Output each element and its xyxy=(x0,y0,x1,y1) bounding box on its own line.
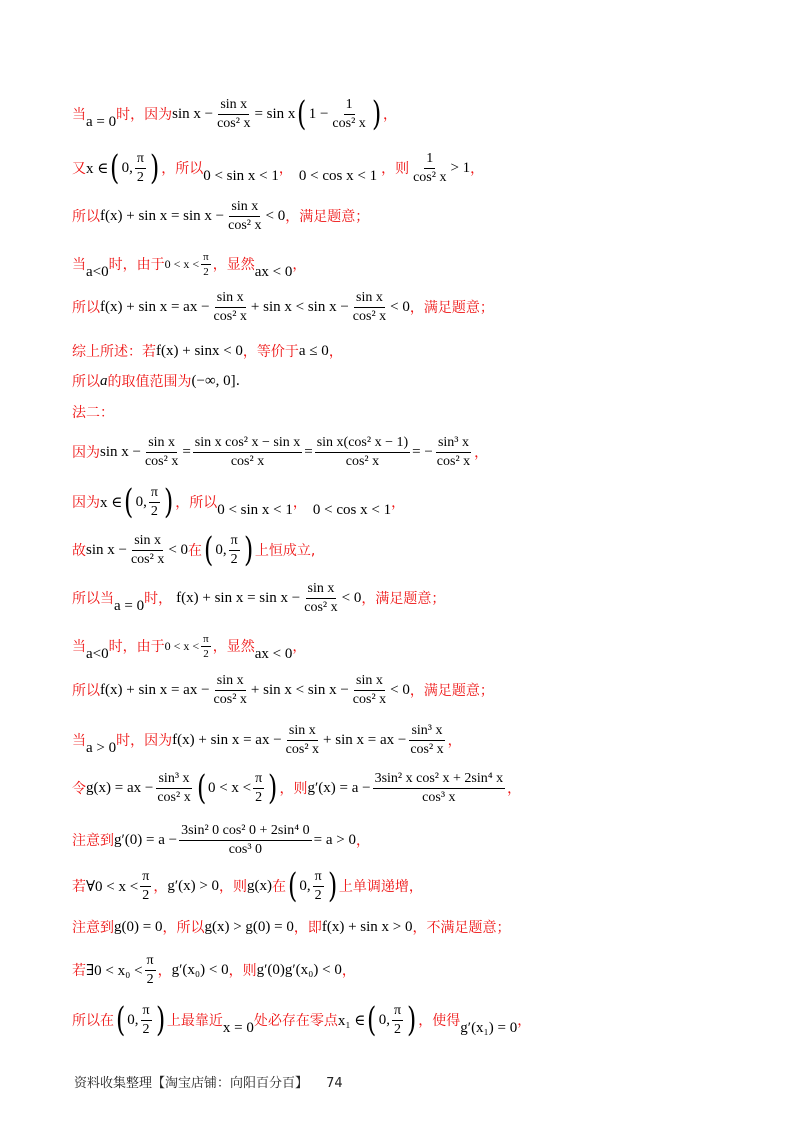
formula: a<0 xyxy=(86,645,109,662)
fraction: $\frac{\pi}{2}$ xyxy=(203,632,209,660)
formula: 0 < cos x < 1 xyxy=(312,501,392,518)
formula: g′(0)g′(x₀) < 0 xyxy=(256,961,342,978)
fraction: $\frac{\text{3sin² 0 cos² 0 + 2sin⁴ 0}}{\text{cos³ 0}}$ xyxy=(181,822,310,857)
text: ，显然 xyxy=(212,257,255,273)
text: ，不满足题意； xyxy=(412,920,511,936)
fraction: $\frac{\pi}{2}$ xyxy=(136,150,144,185)
math-line-19 xyxy=(72,914,740,940)
text: ，即 xyxy=(293,920,322,936)
left-paren: ( xyxy=(297,94,307,134)
text: ，则 xyxy=(228,963,257,979)
right-paren: ) xyxy=(155,1000,165,1040)
fraction: $\frac{1}{\text{cos² x}}$ xyxy=(332,96,366,131)
fraction: $\frac{\text{sin³ x}}{\text{cos² x}}$ xyxy=(157,770,191,805)
fraction: $\frac{\pi}{2}$ xyxy=(393,1002,402,1037)
formula: + sin x < sin x − xyxy=(250,298,349,315)
text: ， xyxy=(292,639,307,655)
formula: = sin x xyxy=(254,105,296,122)
math-line-11 xyxy=(72,530,740,570)
formula: 0 < x < xyxy=(164,256,200,271)
formula: f(x) + sin x = sin x − xyxy=(176,589,301,606)
text: 若 xyxy=(72,963,86,979)
formula: a > 0 xyxy=(86,739,117,756)
formula: x ∈ xyxy=(100,494,123,511)
fraction: $\frac{\text{sin x}}{\text{cos² x}}$ xyxy=(213,289,247,324)
formula: f(x) + sin x > 0 xyxy=(321,918,413,935)
math-line-17 xyxy=(72,818,740,862)
right-paren: ) xyxy=(243,530,253,570)
text: ， xyxy=(391,495,406,511)
formula: = a > 0 xyxy=(313,831,356,848)
formula: 0, xyxy=(127,1011,139,1028)
formula: 0 < x < xyxy=(164,638,200,653)
text: 因为 xyxy=(72,445,100,461)
text: ，则 xyxy=(219,879,248,895)
formula: f(x) + sinx < 0 xyxy=(156,342,243,359)
text: 时， xyxy=(144,591,173,607)
fraction: $\frac{\pi}{2}$ xyxy=(314,868,322,903)
formula: f(x) + sin x = ax − xyxy=(172,731,282,748)
text: 在 xyxy=(188,543,203,559)
text: ， xyxy=(341,963,356,979)
text: 上恒成立, xyxy=(254,543,316,559)
fraction: $\frac{1}{\text{cos² x}}$ xyxy=(413,150,447,185)
text: 注意到 xyxy=(72,920,114,936)
formula: 0 < cos x < 1 xyxy=(298,167,378,184)
right-paren: ) xyxy=(327,866,337,906)
text: 当 xyxy=(72,257,86,273)
math-line-14 xyxy=(72,670,740,710)
fraction: $\frac{\pi}{2}$ xyxy=(255,770,263,805)
text: ， xyxy=(517,1013,532,1029)
fraction: $\frac{\text{sin x(cos² x − 1)}}{\text{cos² x}}$ xyxy=(316,434,409,469)
left-paren: ( xyxy=(115,1000,126,1040)
text: 时，由于 xyxy=(108,639,165,655)
text: ，满足题意； xyxy=(409,300,494,316)
formula: < 0 xyxy=(265,207,286,224)
fraction: $\frac{\pi}{2}$ xyxy=(203,250,209,278)
text: ，则 xyxy=(279,781,308,797)
fraction: $\frac{\pi}{2}$ xyxy=(150,484,158,519)
formula: sin x − xyxy=(172,105,214,122)
math-line-10 xyxy=(72,482,740,522)
text: ， xyxy=(278,161,293,177)
footer-source: 资料收集整理【淘宝店铺：向阳百分百】 xyxy=(74,1076,309,1091)
math-line-1 xyxy=(72,94,740,134)
text: 的取值范围为 xyxy=(107,374,192,390)
formula: g′(x₀) < 0 xyxy=(171,961,229,978)
formula: 0, xyxy=(121,159,133,176)
formula: g(0) = 0 xyxy=(114,918,163,935)
formula: 0, xyxy=(299,877,311,894)
formula: a = 0 xyxy=(114,597,145,614)
text: ， xyxy=(383,107,398,123)
fraction: $\frac{\text{sin³ x}}{\text{cos² x}}$ xyxy=(436,434,471,469)
text: ， xyxy=(474,445,489,461)
formula: f(x) + sin x = ax − xyxy=(100,298,210,315)
math-line-8 xyxy=(72,400,740,424)
formula: x₁ ∈ xyxy=(337,1012,366,1029)
text: 时，由于 xyxy=(108,257,165,273)
fraction: $\frac{\pi}{2}$ xyxy=(230,532,238,567)
text: 若 xyxy=(72,879,86,895)
math-line-9 xyxy=(72,430,740,474)
text: 法二： xyxy=(72,405,114,421)
right-paren: ) xyxy=(371,94,382,134)
left-paren: ( xyxy=(124,482,134,522)
formula: g′(x₁) = 0 xyxy=(460,1019,518,1036)
fraction: $\frac{\text{sin x cos² x − sin x}}{\text{cos² x}}$ xyxy=(194,434,301,469)
fraction: $\frac{\text{sin x}}{\text{cos² x}}$ xyxy=(352,672,387,707)
math-line-5 xyxy=(72,287,740,327)
fraction: $\frac{\pi}{2}$ xyxy=(146,952,154,987)
math-line-20 xyxy=(72,950,740,990)
formula: ∀0 < x < xyxy=(86,878,139,895)
text: 又 xyxy=(72,161,86,177)
formula: f(x) + sin x = sin x − xyxy=(100,207,225,224)
right-paren: ) xyxy=(407,1000,417,1040)
text: 时，因为 xyxy=(116,107,173,123)
formula: ax < 0 xyxy=(254,645,293,662)
fraction: $\frac{\text{sin x}}{\text{cos² x}}$ xyxy=(285,722,320,757)
math-line-12 xyxy=(72,578,740,618)
formula: 0, xyxy=(215,541,227,558)
text: ， xyxy=(292,495,307,511)
left-paren: ( xyxy=(367,1000,377,1040)
text: ，所以 xyxy=(162,920,205,936)
formula: > 1 xyxy=(450,159,471,176)
text: ， xyxy=(157,963,172,979)
fraction: $\frac{\text{sin x}}{\text{cos² x}}$ xyxy=(352,289,387,324)
right-paren: ) xyxy=(268,768,278,808)
page-footer xyxy=(74,1072,357,1091)
fraction: $\frac{\text{sin x}}{\text{cos² x}}$ xyxy=(217,96,251,131)
text: 当 xyxy=(72,733,86,749)
text: ， xyxy=(447,733,462,749)
left-paren: ( xyxy=(288,866,298,906)
fraction: $\frac{\text{sin³ x}}{\text{cos² x}}$ xyxy=(410,722,444,757)
text: ， xyxy=(153,879,168,895)
fraction: $\frac{\text{3sin² x cos² x + 2sin⁴ x}}{\text{cos³ x}}$ xyxy=(374,770,504,805)
formula: g′(x) = a − xyxy=(307,779,371,796)
text: ，使得 xyxy=(418,1013,461,1029)
fraction: $\frac{\text{sin x}}{\text{cos² x}}$ xyxy=(228,198,262,233)
math-line-13 xyxy=(72,628,740,664)
fraction: $\frac{\pi}{2}$ xyxy=(142,868,150,903)
text: ，则 xyxy=(381,161,410,177)
formula: (−∞, 0] xyxy=(191,372,236,389)
formula: a = 0 xyxy=(86,113,117,130)
text: 所以 xyxy=(72,683,100,699)
formula: < 0 xyxy=(390,681,410,698)
text: ， xyxy=(328,344,343,360)
formula: a xyxy=(100,372,108,389)
formula: sin x − xyxy=(86,541,127,558)
formula: < 0 xyxy=(390,298,410,315)
left-paren: ( xyxy=(204,530,214,570)
formula: + sin x < sin x − xyxy=(250,681,349,698)
math-line-16 xyxy=(72,766,740,810)
text: 时，因为 xyxy=(116,733,173,749)
formula: + sin x = ax − xyxy=(323,731,407,748)
formula: ∃0 < x₀ < xyxy=(86,962,143,979)
formula: g′(x) > 0 xyxy=(167,877,220,894)
math-line-7 xyxy=(72,368,740,394)
formula: 1 − xyxy=(308,105,329,122)
math-line-6 xyxy=(72,338,740,364)
text: 令 xyxy=(72,781,86,797)
fraction: $\frac{\text{sin x}}{\text{cos² x}}$ xyxy=(213,672,247,707)
formula: g(x) > g(0) = 0 xyxy=(204,918,294,935)
text: 上最靠近 xyxy=(166,1013,223,1029)
text: ，满足题意； xyxy=(285,209,370,225)
formula: x ∈ xyxy=(86,160,109,177)
left-paren: ( xyxy=(110,148,120,188)
math-line-15 xyxy=(72,720,740,760)
formula: = − xyxy=(412,443,433,460)
formula: g(x) = ax − xyxy=(86,779,154,796)
formula: ax < 0 xyxy=(254,263,293,280)
formula: < 0 xyxy=(341,589,362,606)
formula: g′(0) = a − xyxy=(114,831,178,848)
fraction: $\frac{\text{sin x}}{\text{cos² x}}$ xyxy=(304,580,338,615)
text: ， xyxy=(292,257,307,273)
text: 所以 xyxy=(72,300,100,316)
text: ，所以 xyxy=(161,161,204,177)
text: 注意到 xyxy=(72,833,114,849)
text: 所以当 xyxy=(72,591,114,607)
formula: a ≤ 0 xyxy=(298,342,329,359)
text: ，显然 xyxy=(212,639,255,655)
formula: x = 0 xyxy=(222,1019,254,1036)
text: 当 xyxy=(72,639,86,655)
fraction: $\frac{\text{sin x}}{\text{cos² x}}$ xyxy=(130,532,165,567)
math-line-18 xyxy=(72,866,740,906)
right-paren: ) xyxy=(149,148,160,188)
formula: 0 < x < xyxy=(207,779,252,796)
text: 因为 xyxy=(72,495,100,511)
text: ，所以 xyxy=(175,495,218,511)
formula: sin x − xyxy=(100,443,141,460)
text: 综上所述：若 xyxy=(72,344,156,360)
text: 处必存在零点 xyxy=(253,1013,338,1029)
text: 所以 xyxy=(72,374,100,390)
text: 所以在 xyxy=(72,1013,114,1029)
text: ，等价于 xyxy=(242,344,299,360)
formula: 0 < sin x < 1 xyxy=(217,501,293,518)
fraction: $\frac{\text{sin x}}{\text{cos² x}}$ xyxy=(144,434,179,469)
text: 当 xyxy=(72,107,86,123)
formula: 0, xyxy=(378,1011,390,1028)
right-paren: ) xyxy=(163,482,174,522)
left-paren: ( xyxy=(196,768,206,808)
fraction: $\frac{\pi}{2}$ xyxy=(142,1002,150,1037)
formula: = xyxy=(182,443,191,460)
formula: a<0 xyxy=(86,263,109,280)
text: ，满足题意； xyxy=(361,591,446,607)
math-line-4 xyxy=(72,246,740,282)
formula: f(x) + sin x = ax − xyxy=(100,681,210,698)
formula: 0, xyxy=(135,493,147,510)
math-line-21 xyxy=(72,998,740,1042)
text: ， xyxy=(470,161,485,177)
text: ，满足题意； xyxy=(409,683,494,699)
formula: < 0 xyxy=(168,541,189,558)
text: ， xyxy=(355,833,370,849)
formula: 0 < sin x < 1 xyxy=(203,167,279,184)
page-number: 74 xyxy=(326,1076,343,1091)
text: ， xyxy=(507,781,522,797)
formula: g(x) xyxy=(247,877,273,894)
text: 所以 xyxy=(72,209,100,225)
math-line-2 xyxy=(72,148,740,188)
text: 上单调递增， xyxy=(338,879,423,895)
formula: = xyxy=(304,443,313,460)
math-line-3 xyxy=(72,196,740,236)
text: 故 xyxy=(72,543,86,559)
text: . xyxy=(235,373,241,389)
text: 在 xyxy=(272,879,287,895)
